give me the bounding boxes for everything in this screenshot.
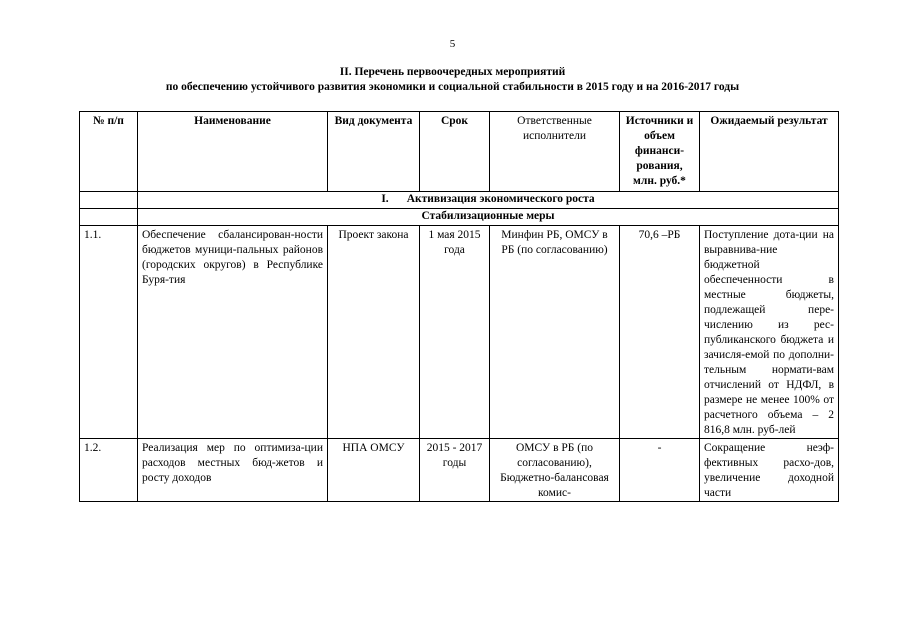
header-name: Наименование	[138, 112, 328, 192]
row-name: Обеспечение сбалансирован-ности бюджетов муници-пальных районов (городских округов) в Республике Буря-тия	[138, 226, 328, 439]
row-num: 1.2.	[80, 439, 138, 502]
row-name: Реализация мер по оптимиза-ции расходов местных бюд-жетов и росту доходов	[138, 439, 328, 502]
row-fin: -	[620, 439, 700, 502]
header-doc: Вид документа	[328, 112, 420, 192]
row-fin: 70,6 –РБ	[620, 226, 700, 439]
row-doc: Проект закона	[328, 226, 420, 439]
document-subtitle: по обеспечению устойчивого развития экономики и социальной стабильности в 2015 году и на 2016-2017 годы	[165, 81, 740, 93]
page-number: 5	[449, 38, 456, 50]
header-resp: Ответственные исполнители	[490, 112, 620, 192]
table-row	[80, 226, 839, 439]
row-num: 1.1.	[80, 226, 138, 439]
row-resp: ОМСУ в РБ (по согласованию), Бюджетно-балансовая комис-	[490, 439, 620, 502]
section-number: I.	[381, 193, 389, 205]
header-num: № п/п	[80, 112, 138, 192]
row-term: 1 мая 2015 года	[420, 226, 490, 439]
row-result: Сокращение неэф-фективных расхо-дов, увеличение доходной части	[700, 439, 839, 502]
section-heading	[138, 192, 839, 209]
table-row	[80, 439, 839, 502]
table-header-row	[80, 112, 839, 192]
row-resp: Минфин РБ, ОМСУ в РБ (по согласованию)	[490, 226, 620, 439]
header-result: Ожидаемый результат	[700, 112, 839, 192]
row-doc: НПА ОМСУ	[328, 439, 420, 502]
row-result: Поступление дота-ции на выравнива-ние бюджетной обеспеченности в местные бюджеты, подлежащей пере-числению из рес-публиканского бюджета и зачисля-емой по дополни-тельным нормати-вам отчислений от НДФЛ, в размере не менее 100% от расчетного объема – 2 816,8 млн. руб-лей	[700, 226, 839, 439]
measures-table	[79, 111, 839, 502]
section-title: Активизация экономического роста	[406, 193, 595, 205]
subsection-row	[80, 209, 839, 226]
row-term: 2015 - 2017 годы	[420, 439, 490, 502]
header-term: Срок	[420, 112, 490, 192]
subsection-heading: Стабилизационные меры	[138, 209, 839, 226]
header-fin: Источники и объем финанси-рования, млн. руб.*	[620, 112, 700, 192]
document-title: II. Перечень первоочередных мероприятий	[339, 66, 566, 78]
section-row	[80, 192, 839, 209]
